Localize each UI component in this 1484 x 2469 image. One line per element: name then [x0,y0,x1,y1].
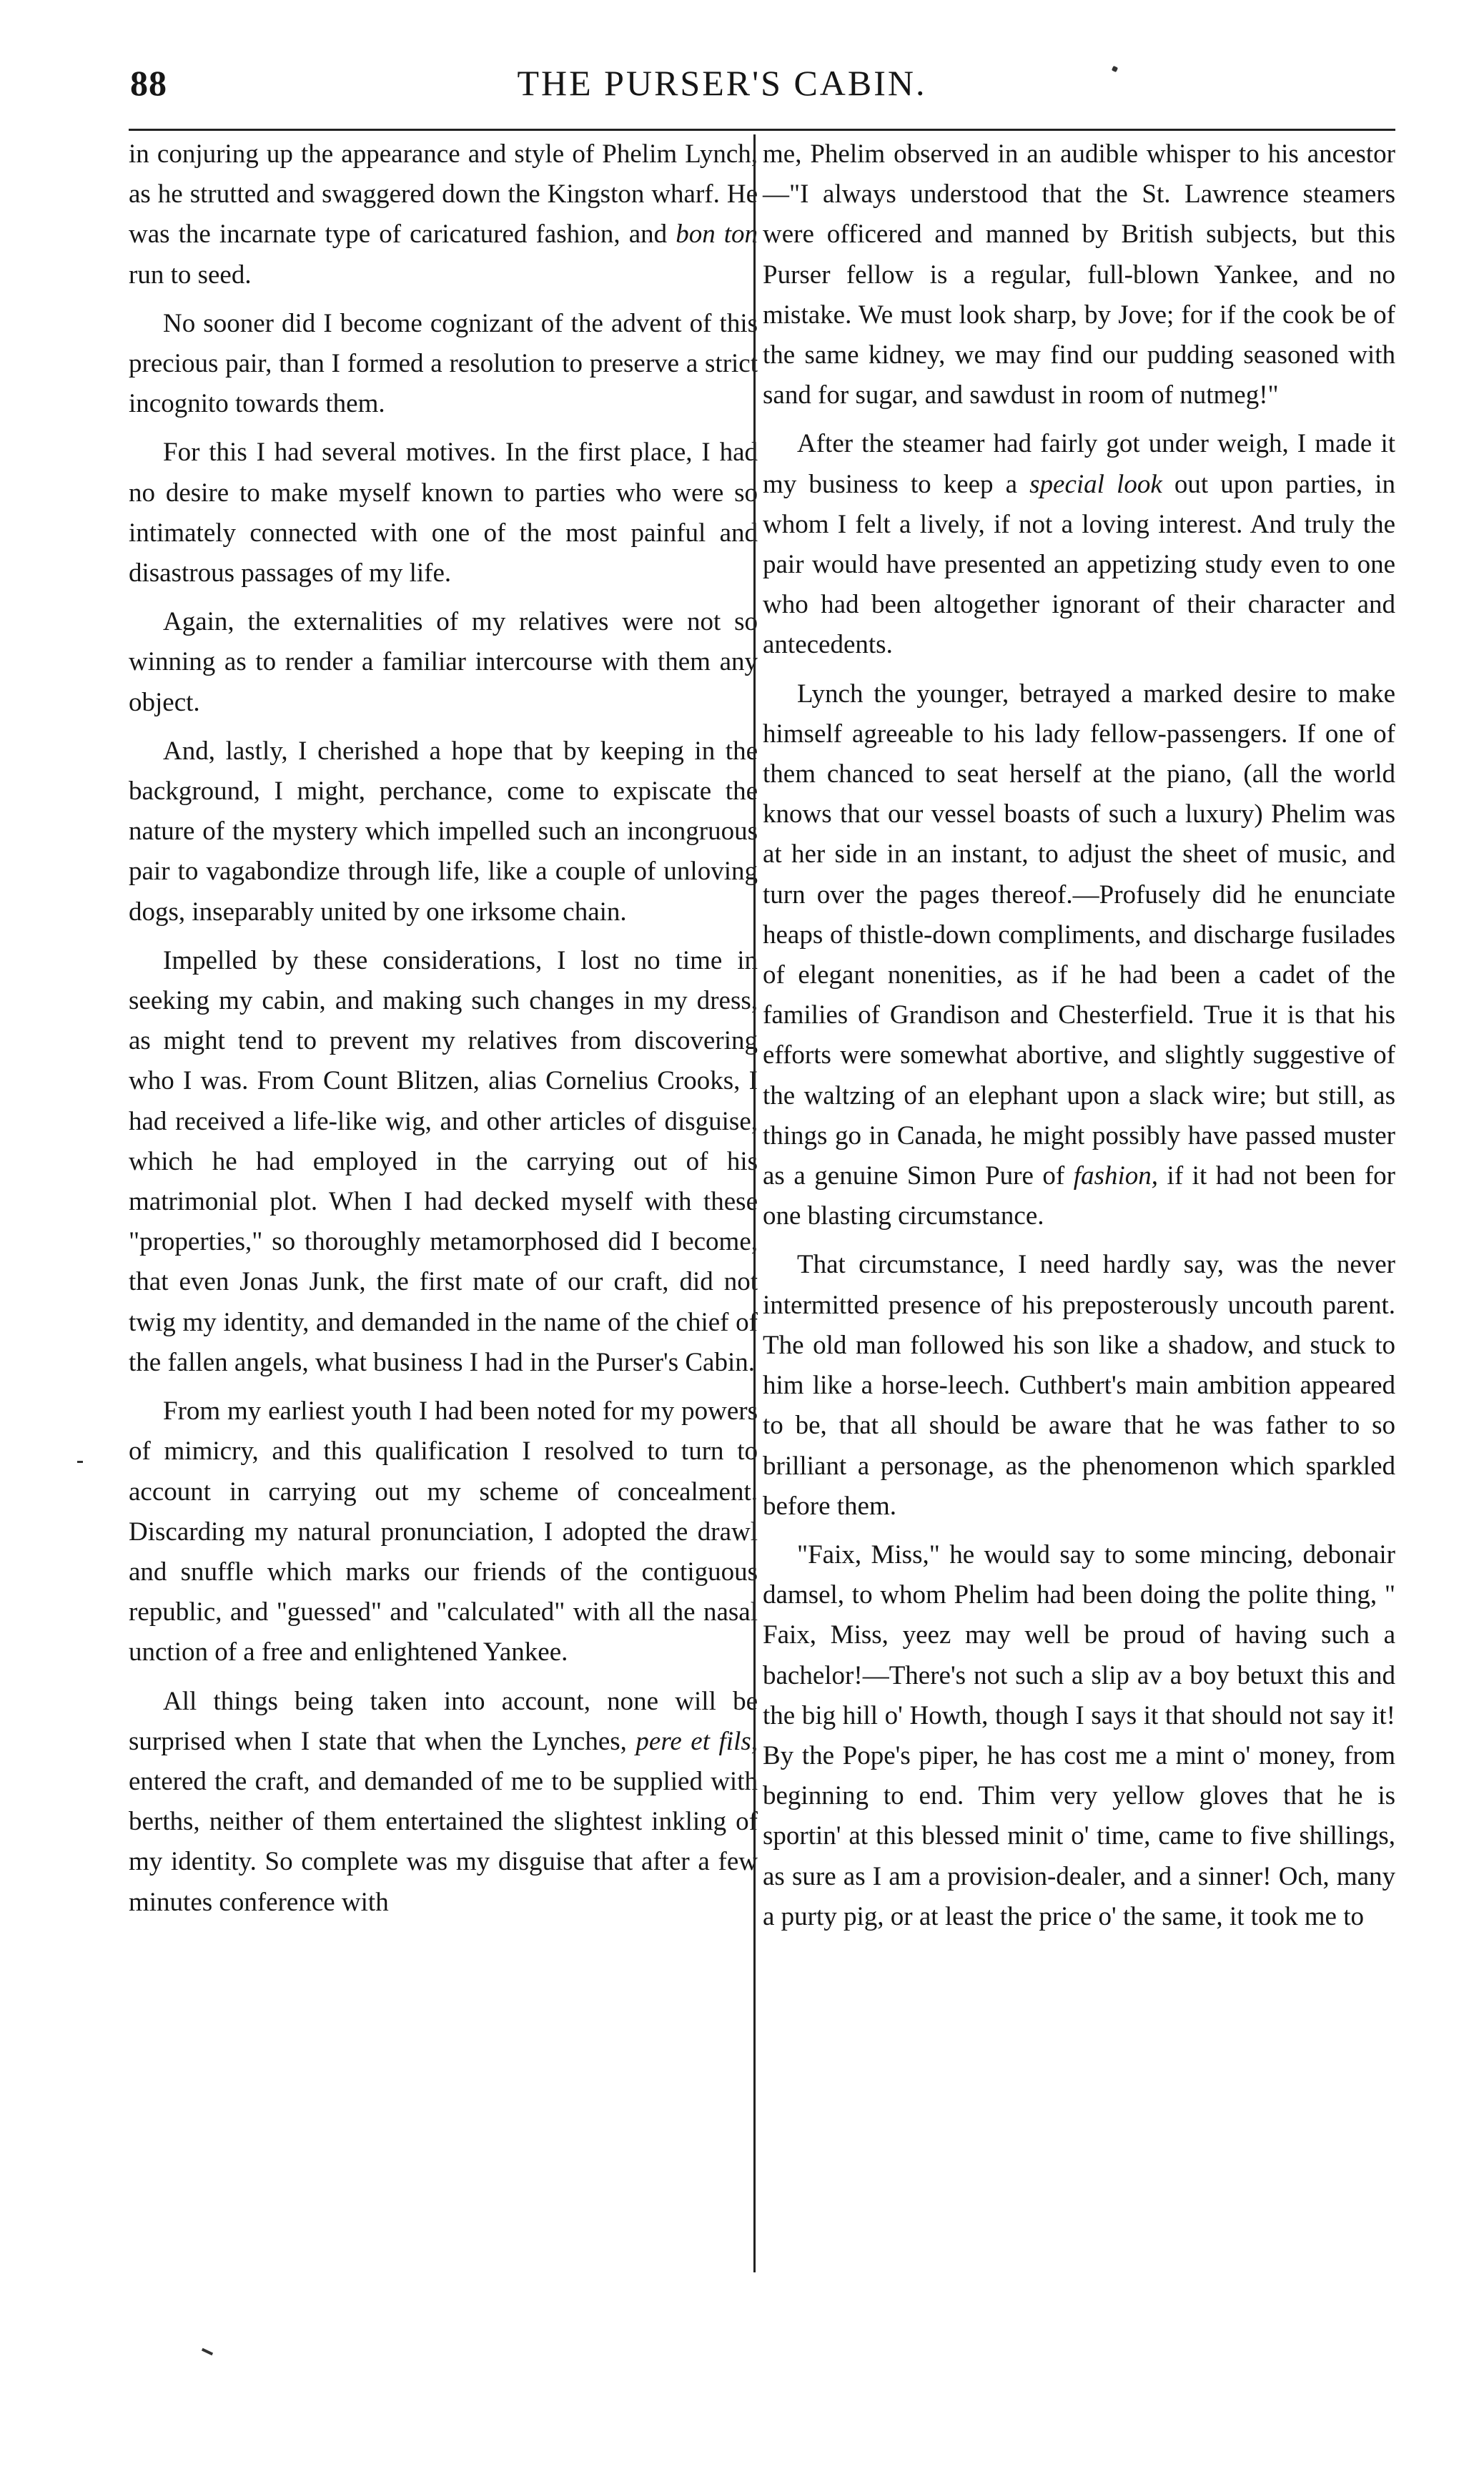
right-column [763,134,1395,1937]
paragraph: in conjuring up the appearance and style of Phelim Lynch, as he strutted and swaggered down the Kingston wharf. He was the incarnate type of caricatured fashion, and bon ton run to seed. [129,139,758,290]
paragraph: Impelled by these considerations, I lost no time in seeking my cabin, and making such changes in my dress, as might tend to prevent my relatives from discovering who I was. From Count Blitzen, alias Cornelius Crooks, I had received a life-like wig, and other articles of disguise, which he had employed in the carrying out of his matrimonial plot. When I had decked myself with these "properties," so thoroughly metamorphosed did I become, that even Jonas Junk, the first mate of our craft, did not twig my identity, and demanded in the name of the chief of the fallen angels, what business I had in the Purser's Cabin. [129,945,758,1377]
header-rule [129,129,1395,131]
paragraph: No sooner did I become cognizant of the advent of this precious pair, than I formed a resolution to preserve a strict incognito towards them. [129,308,758,419]
page-header [43,54,1401,118]
paragraph: From my earliest youth I had been noted for my powers of mimicry, and this qualification I resolved to turn to account in carrying out my scheme of concealment. Discarding my natural pronunciation, I adopted the drawl and snuffle which marks our friends of the contiguous republic, and "guessed" and "calculated" with all the nasal unction of a free and enlightened Yankee. [129,1396,758,1667]
page-number: 88 [130,63,167,103]
paragraph: "Faix, Miss," he would say to some mincing, debonair damsel, to whom Phelim had been doing the polite thing, " Faix, Miss, yeez may well be proud of having such a bachelor!—There's not such a slip av a boy betuxt this and the big hill o' Howth, though I says it that should not say it! By the Pope's piper, he has cost me a mint o' money, from beginning to end. Thim very yellow gloves that he is sportin' at this blessed minit o' time, came to five shillings, as sure as I am a provision-dealer, and a sinner! Och, many a purty pig, or at least the price o' the same, it took me to [763,1539,1395,1931]
ink-speck [202,2348,213,2355]
paragraph: Again, the externalities of my relatives were not so winning as to render a familiar intercourse with them any object. [129,607,758,717]
paragraph: me, Phelim observed in an audible whisper to his ancestor—"I always understood that the St. Lawrence steamers were officered and manned by British subjects, but this Purser fellow is a regular, full-blown Yankee, and no mistake. We must look sharp, by Jove; for if the cook be of the same kidney, we may find our pudding seasoned with sand for sugar, and sawdust in room of nutmeg!" [763,139,1395,410]
paragraph: All things being taken into account, none will be surprised when I state that when the Lynches, pere et fils, entered the craft, and demanded of me to be supplied with berths, neither of them entertained the slightest inkling of my identity. So complete was my disguise that after a few minutes conference with [129,1686,758,1917]
left-column [129,134,758,1923]
paragraph: Lynch the younger, betrayed a marked desire to make himself agreeable to his lady fellow-passengers. If one of them chanced to seat herself at the piano, (all the world knows that our vessel boasts of such a luxury) Phelim was at her side in an instant, to adjust the sheet of music, and turn over the pages thereof.—Profusely did he enunciate heaps of thistle-down compliments, and discharge fusilades of elegant nonenities, as if he had been a cadet of the families of Grandison and Chesterfield. True it is that his efforts were somewhat abortive, and slightly suggestive of the waltzing of an elephant upon a slack wire; but still, as things go in Canada, he might possibly have passed muster as a genuine Simon Pure of fashion, if it had not been for one blasting circumstance. [763,679,1396,1231]
paragraph: That circumstance, I need hardly say, was the never intermitted presence of his preposterously uncouth parent. The old man followed his son like a shadow, and stuck to him like a horse-leech. Cuthbert's main ambition appeared to be, that all should be aware that he was father to so brilliant a personage, as the phenomenon which sparkled before them. [763,1250,1395,1521]
running-title: THE PURSER'S CABIN. [517,63,927,103]
column-divider [753,134,756,2272]
paragraph: After the steamer had fairly got under weigh, I made it my business to keep a special look out upon parties, in whom I felt a lively, if not a loving interest. And truly the pair would have presented an appetizing study even to one who had been altogether ignorant of their character and antecedents. [763,429,1396,660]
ink-speck [77,1461,83,1463]
paragraph: For this I had several motives. In the first place, I had no desire to make myself known to parties who were so intimately connected with one of the most painful and disastrous passages of my life. [129,438,758,588]
paragraph: And, lastly, I cherished a hope that by keeping in the background, I might, perchance, come to expiscate the nature of the mystery which impelled such an incongruous pair to vagabondize through life, like a couple of unloving dogs, inseparably united by one irksome chain. [129,736,758,927]
